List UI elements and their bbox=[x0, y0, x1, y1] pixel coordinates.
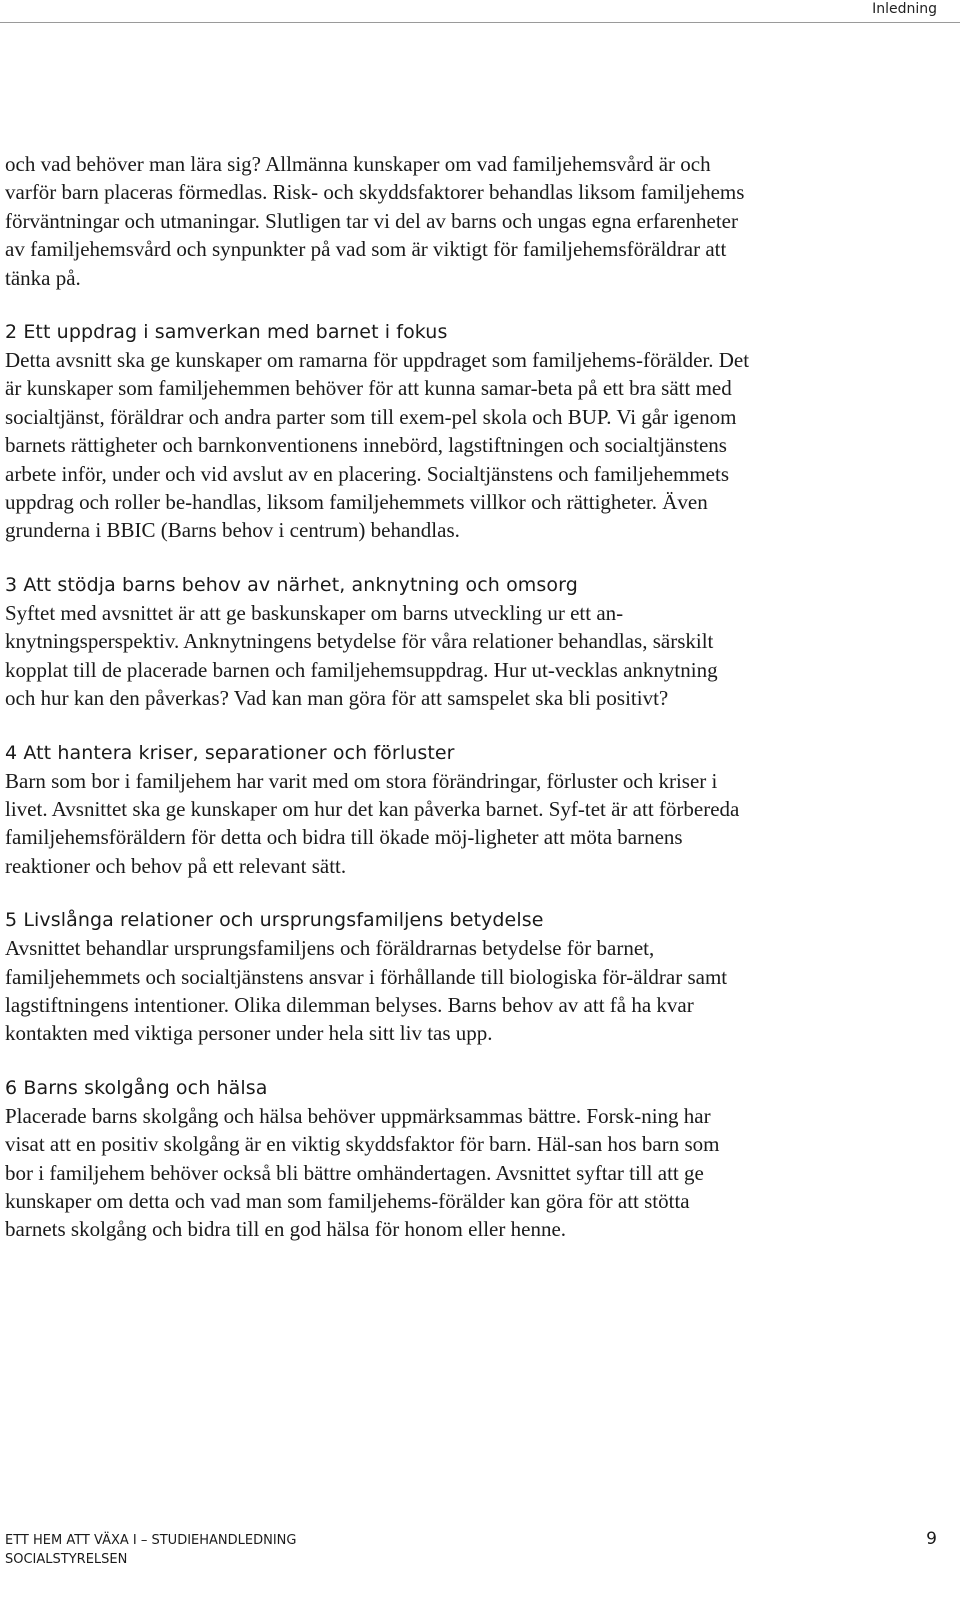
publisher-name: SOCIALSTYRELSEN bbox=[5, 1552, 128, 1567]
section-paragraph: Barn som bor i familjehem har varit med om stora förändringar, förluster och kriser i livet. Avsnittet ska ge kunskaper om hur det kan påverka barnet. Syf-tet är att förbereda familjehemsföräldern för detta och bidra till ökade möj-ligheter att möta barnens reaktioner och behov på ett relevant sätt. bbox=[5, 768, 740, 878]
page-content bbox=[5, 150, 750, 1244]
section-heading: 4 Att hantera kriser, separationer och förluster bbox=[5, 741, 455, 764]
section-paragraph: Avsnittet behandlar ursprungsfamiljens och föräldrarnas betydelse för barnet, familjehemmets och socialtjänstens ansvar i förhållande till biologiska för-äldrar samt lagstiftningens intentioner. Olika dilemman belyses. Barns behov av att få ha kvar kontakten med viktiga personer under hela sitt liv tas upp. bbox=[5, 936, 728, 1046]
section-5 bbox=[5, 908, 750, 1048]
page-footer bbox=[5, 1529, 937, 1569]
chapter-title: Inledning bbox=[872, 1, 937, 17]
section-heading: 5 Livslånga relationer och ursprungsfamiljens betydelse bbox=[5, 909, 544, 932]
page-number: 9 bbox=[926, 1529, 937, 1549]
header-rule bbox=[0, 22, 960, 23]
booklet-title: ETT HEM ATT VÄXA I – STUDIEHANDLEDNING bbox=[5, 1533, 297, 1548]
section-heading: 2 Ett uppdrag i samverkan med barnet i fokus bbox=[5, 321, 448, 344]
section-4 bbox=[5, 741, 750, 881]
running-header bbox=[0, 0, 960, 24]
section-3 bbox=[5, 573, 750, 713]
section-heading: 6 Barns skolgång och hälsa bbox=[5, 1076, 268, 1099]
section-paragraph: Syftet med avsnittet är att ge baskunskaper om barns utveckling ur ett an-knytningsperspektiv. Anknytningens betydelse för våra relationer behandlas, särskilt kopplat till de placerade barnen och familjehemsuppdrag. Hur ut-vecklas anknytning och hur kan den påverkas? Vad kan man göra för att samspelet ska bli positivt? bbox=[5, 600, 718, 711]
section-paragraph: Placerade barns skolgång och hälsa behöver uppmärksammas bättre. Forsk-ning har visat att en positiv skolgång är en viktig skyddsfaktor för barn. Häl-san hos barn som bor i familjehem behöver också bli bättre omhändertagen. Avsnittet syftar till att ge kunskaper om detta och vad man som familjehems-förälder kan göra för att stötta barnets skolgång och bidra till en god hälsa för honom eller henne. bbox=[5, 1103, 720, 1242]
section-paragraph: Detta avsnitt ska ge kunskaper om ramarna för uppdraget som familjehems-förälder. Det är kunskaper som familjehemmen behöver för att kunna samar-beta på ett bra sätt med socialtjänst, föräldrar och andra parter som till exem-pel skola och BUP. Vi går igenom barnets rättigheter och barnkonventionens innebörd, lagstiftningen och socialtjänstens arbete inför, under och vid avslut av en placering. Socialtjänstens och familjehemmets uppdrag och roller be-handlas, liksom familjehemmets villkor och rättigheter. Även grunderna i BBIC (Barns behov i centrum) behandlas. bbox=[5, 348, 750, 543]
section-heading: 3 Att stödja barns behov av närhet, anknytning och omsorg bbox=[5, 573, 578, 596]
intro-paragraph: och vad behöver man lära sig? Allmänna kunskaper om vad familjehemsvård är och varför barn placeras förmedlas. Risk- och skyddsfaktorer behandlas liksom familjehems förväntningar och utmaningar. Slutligen tar vi del av barns och ungas egna erfarenheter av familjehemsvård och synpunkter på vad som är viktigt för familjehemsföräldrar att tänka på. bbox=[5, 152, 745, 290]
section-6 bbox=[5, 1076, 750, 1244]
section-2 bbox=[5, 320, 750, 545]
